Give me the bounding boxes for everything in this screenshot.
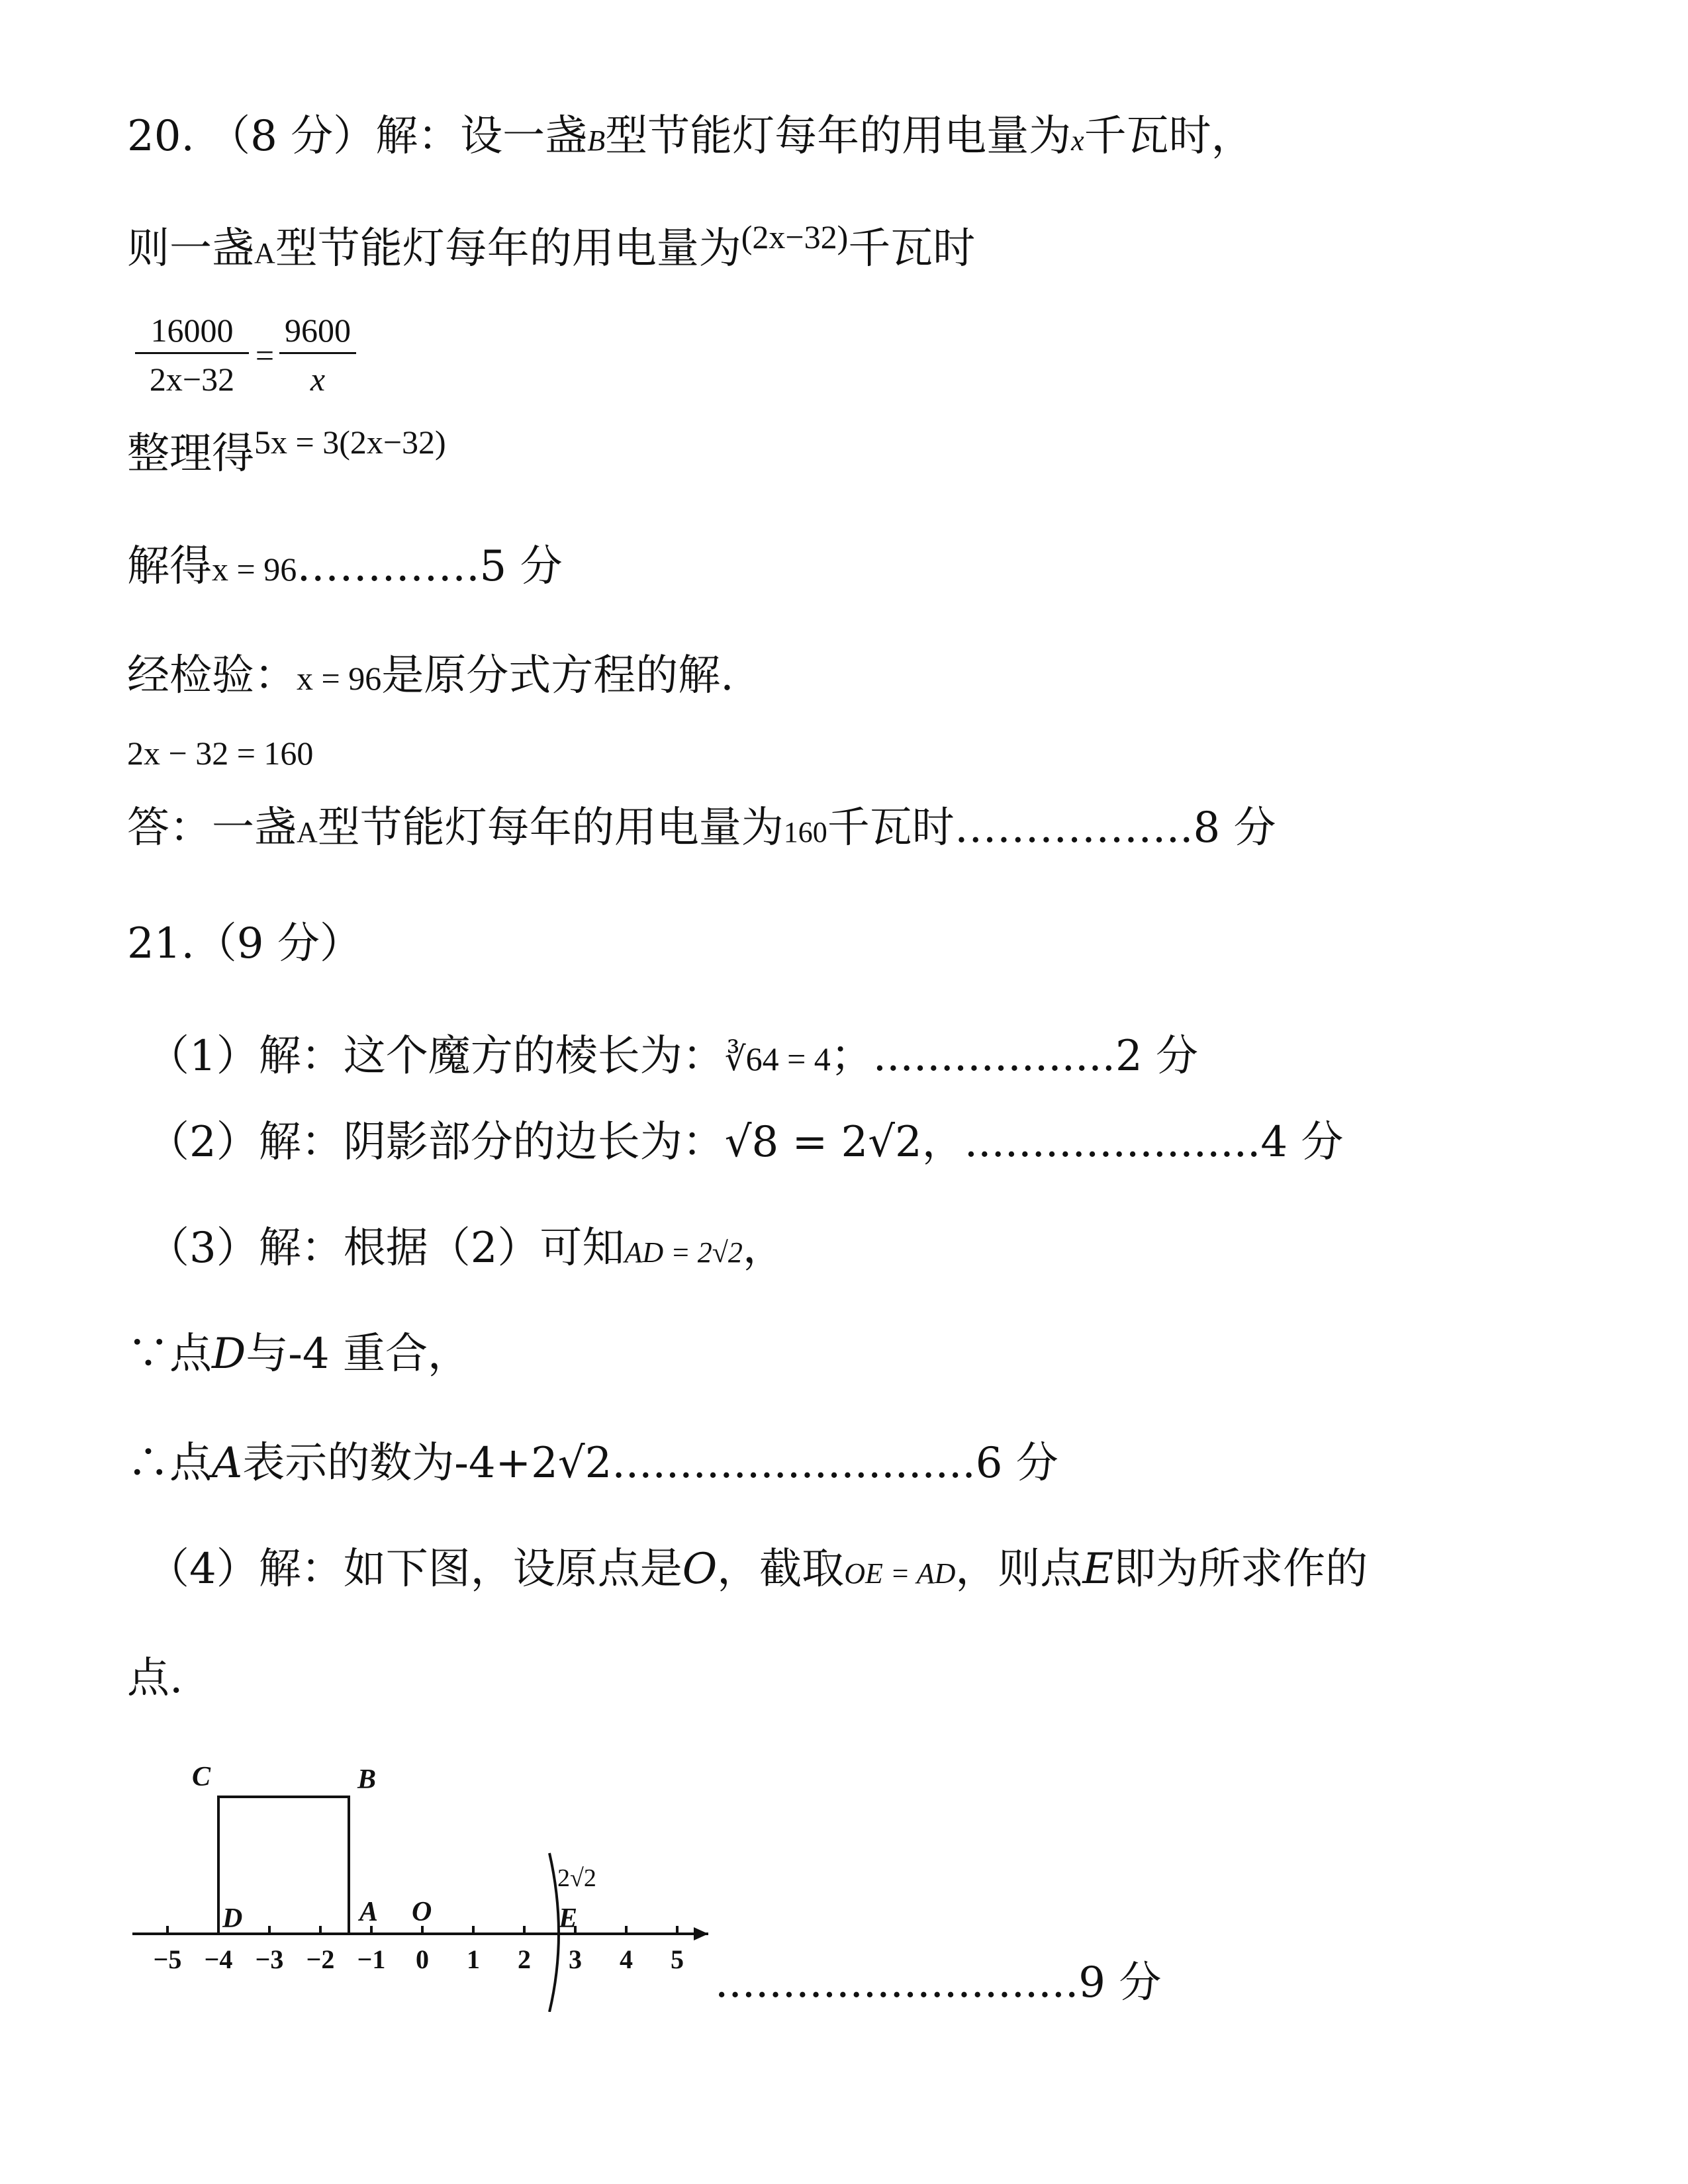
tick-label: −5 <box>153 1944 182 1974</box>
q20-check: 经检验：x = 96是原分式方程的解. <box>127 651 734 700</box>
q20-compute <box>127 735 313 773</box>
tick-label: 3 <box>569 1944 582 1974</box>
p1-dots: .................. <box>872 1032 1115 1081</box>
tick-label: 1 <box>467 1944 480 1974</box>
frac2-bar <box>279 352 356 354</box>
frac2-numerator: 9600 <box>285 312 351 349</box>
solve-expr: x = 96 <box>212 551 297 588</box>
therefore-line: ∴点A表示的数为-4+2√2...........................6 分 <box>127 1439 1058 1488</box>
label-d: D <box>222 1903 243 1934</box>
label-o: O <box>412 1897 432 1927</box>
q20-header: 20. （8 分）解：设一盏B型节能灯每年的用电量为x千瓦时， <box>127 112 1254 161</box>
q20-simplify: 整理得$^{5x = 3(2x-32)}$ <box>127 424 446 478</box>
therefore-score: 6 分 <box>975 1439 1058 1488</box>
frac2-denominator: x <box>310 361 326 398</box>
solve-score: .5 分 <box>466 542 563 591</box>
p2-score: 4 分 <box>1260 1118 1344 1167</box>
answer-dots: …………… <box>954 803 1166 852</box>
frac1-denominator: 2x−32 <box>149 361 235 398</box>
tick-label: 0 <box>416 1944 429 1974</box>
q20-score: （8 分） <box>208 112 376 161</box>
frac1-bar <box>135 352 249 354</box>
p2-dots: ...................... <box>964 1118 1261 1167</box>
solve-dots: ………… <box>297 542 467 591</box>
q21-part4-line2: 点. <box>127 1654 183 1703</box>
answer-value: 160 <box>783 816 827 848</box>
cube-root-expr: ∛64 = 4 <box>724 1040 831 1077</box>
axis-arrow <box>694 1927 708 1940</box>
q21-final <box>715 1959 1161 2008</box>
q20-line2: 则一盏A型节能灯每年的用电量为$^{(2x-32)}$千瓦时 <box>127 218 976 273</box>
q21-part4: （4）解：如下图，设原点是O，截取OE = AD，则点E即为所求作的 <box>147 1545 1368 1594</box>
tick-label: 5 <box>671 1944 684 1974</box>
tick-label: −2 <box>306 1944 335 1974</box>
final-dots: ........................... <box>715 1958 1079 2007</box>
sqrt-expr: √8 = 2√2， <box>724 1118 964 1167</box>
frac1-numerator: 16000 <box>150 312 234 349</box>
therefore-dots: .......................... <box>625 1439 976 1488</box>
simplify-expr: 5x = 3(2x−32) <box>254 424 446 461</box>
tick-label: −4 <box>204 1944 233 1974</box>
expr-2x-minus-32: (2x−32) <box>741 218 849 255</box>
label-b: B <box>357 1764 377 1795</box>
label-e: E <box>559 1903 578 1934</box>
q21-part3: （3）解：根据（2）可知AD = 2√2， <box>147 1224 785 1273</box>
q21-part1: （1）解：这个魔方的棱长为：∛64 = 4；..................2 分 <box>147 1032 1199 1081</box>
final-score: 9 分 <box>1078 1958 1162 2007</box>
compute-expr: 2x − 32 = 160 <box>127 735 314 772</box>
label-a: A <box>359 1897 379 1927</box>
because-line: ∵点D与-4 重合， <box>127 1330 470 1379</box>
ad-expr: AD = 2√2 <box>624 1236 743 1269</box>
check-expr: x = 96 <box>297 660 382 697</box>
q20-solve: 解得x = 96………….5 分 <box>127 542 563 591</box>
q21-part2: （2）解：阴影部分的边长为：√8 = 2√2，......................4 分 <box>147 1118 1344 1167</box>
label-c: C <box>192 1762 211 1792</box>
answer-score: ..8 分 <box>1166 803 1276 852</box>
p1-score: 2 分 <box>1115 1032 1199 1081</box>
q20-number: 20. <box>127 112 195 161</box>
q20-answer: 答：一盏A型节能灯每年的用电量为160千瓦时……………..8 分 <box>127 803 1276 852</box>
tick-labels <box>154 1944 684 1974</box>
tick-label: −3 <box>255 1944 284 1974</box>
arc-label-2sqrt2: 2√2 <box>557 1864 596 1892</box>
oe-expr: OE = AD <box>844 1557 956 1590</box>
tick-label: 4 <box>620 1944 633 1974</box>
tick-label: −1 <box>357 1944 386 1974</box>
tick-label: 2 <box>518 1944 531 1974</box>
q21-header: 21.（9 分） <box>127 919 362 968</box>
frac-equals: = <box>255 337 275 374</box>
